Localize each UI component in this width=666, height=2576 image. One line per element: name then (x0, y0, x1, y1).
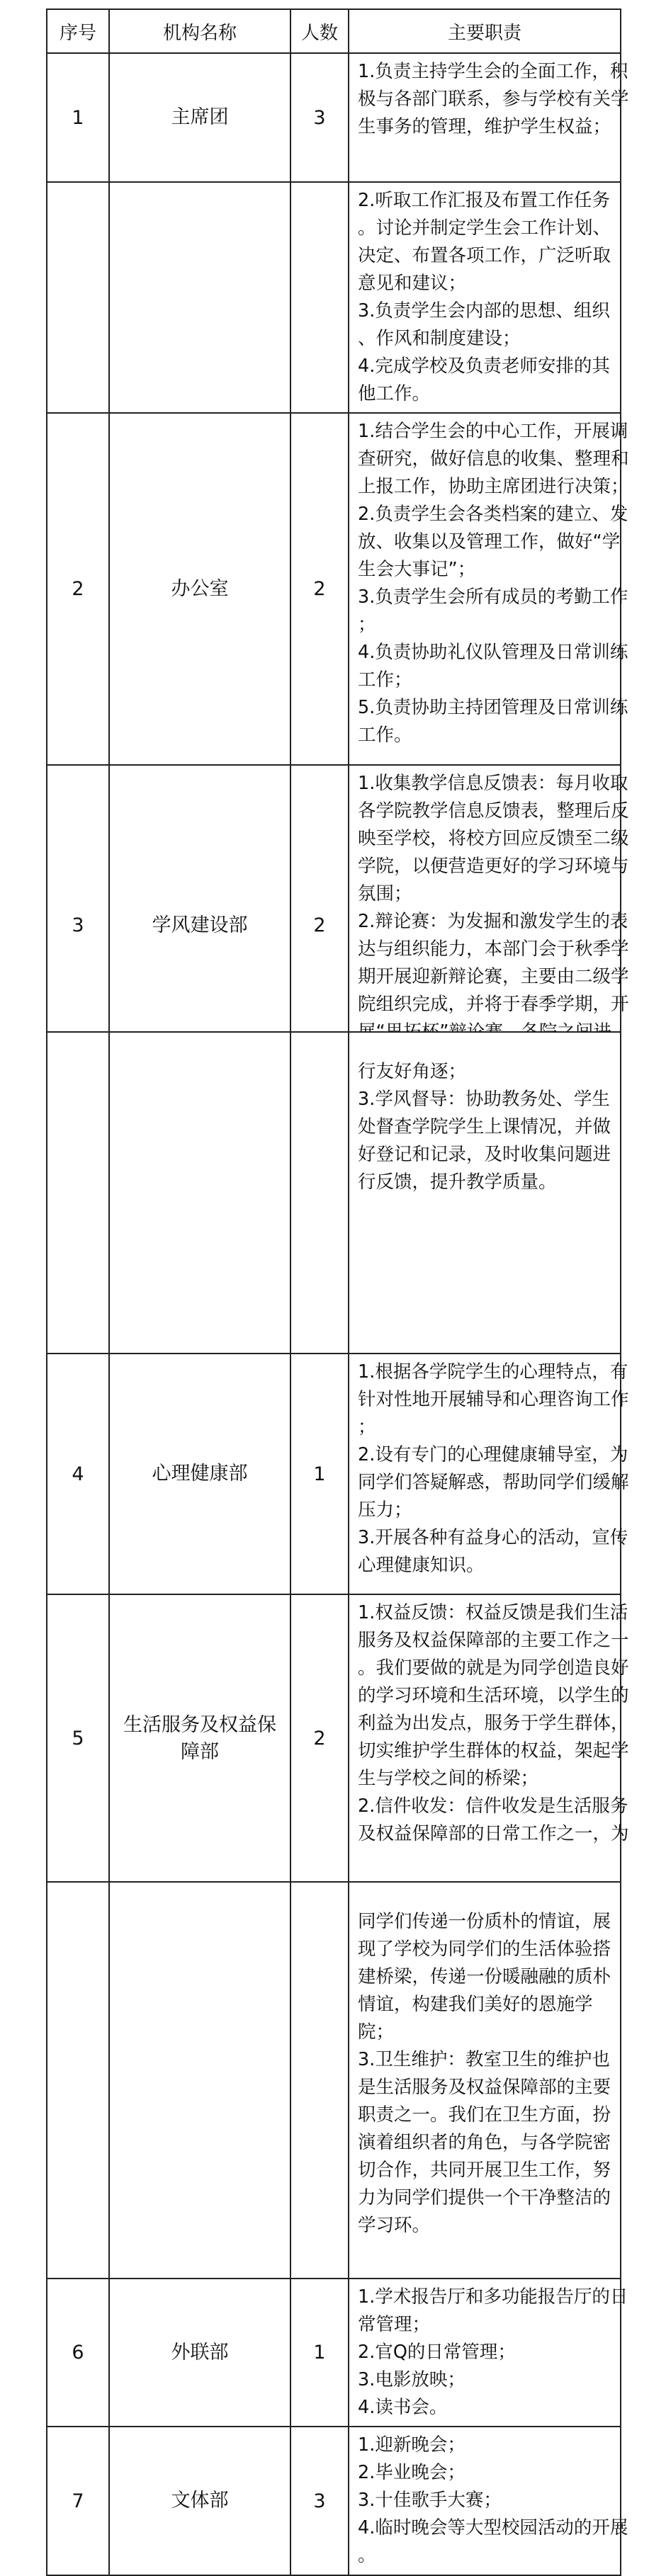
duties-cell (349, 2427, 628, 2575)
duty-line: 1.迎新晚会； (358, 2434, 465, 2456)
duty-line: 达与组织能力，本部门会于秋季学 (358, 938, 629, 960)
duty-line: 极与各部门联系，参与学校有关学 (358, 89, 629, 110)
row-number: 5 (47, 1594, 109, 1883)
table-row (47, 413, 621, 765)
duty-line: 4.负责协助礼仪队管理及日常训练 (358, 642, 628, 663)
duty-line: 是生活服务及权益保障部的主要 (358, 2077, 611, 2098)
duty-line: 生与学校之间的桥梁； (358, 1768, 539, 1789)
duty-table-page-2 (46, 1031, 629, 1883)
table-row (47, 1594, 621, 1883)
duty-line: 院； (358, 2021, 395, 2043)
duty-line: 2.负责学生会各类档案的建立、发 (358, 504, 628, 525)
duty-line: 服务及权益保障部的主要工作之一 (358, 1630, 629, 1651)
duty-line: ； (358, 614, 376, 635)
department-name: 心理健康部 (109, 1354, 290, 1594)
row-number: 1 (47, 53, 109, 182)
duty-line: 2.设有专门的心理健康辅导室，为 (358, 1444, 628, 1465)
department-name (109, 182, 290, 413)
duties-cell (349, 1354, 629, 1594)
duty-line: 现了学校为同学们的生活体验搭 (358, 1939, 611, 1960)
duty-line: 1.权益反馈：权益反馈是我们生活 (358, 1602, 628, 1623)
duty-line: 学习环。 (358, 2215, 431, 2236)
duty-line: 1.负责主持学生会的全面工作，积 (358, 61, 628, 82)
duty-line: 5.负责协助主持团管理及日常训练 (358, 697, 628, 718)
header-duties: 主要职责 (349, 9, 621, 53)
row-number: 3 (47, 765, 109, 1086)
duty-line: 期开展迎新辩论赛，主要由二级学 (358, 966, 629, 987)
duty-line: 映至学校，将校方回应反馈至二级 (358, 828, 629, 849)
duty-line: 压力； (358, 1499, 412, 1521)
duty-line: 1.结合学生会的中心工作，开展调 (358, 421, 628, 442)
duty-line: 生会大事记”； (358, 559, 476, 580)
member-count: 2 (290, 765, 349, 1086)
duties-cell (349, 2279, 628, 2427)
duty-line: 及权益保障部的日常工作之一，为 (358, 1823, 629, 1844)
row-number (47, 1882, 109, 2279)
member-count: 1 (290, 1354, 349, 1594)
duty-line: 的学习环境和生活环境，以学生的 (358, 1685, 629, 1706)
header-count: 人数 (290, 9, 349, 53)
member-count: 2 (290, 1594, 349, 1883)
duty-line: 2.信件收发：信件收发是生活服务 (358, 1795, 628, 1817)
member-count: 3 (290, 53, 349, 182)
duty-line: 利益为出发点，服务于学生群体， (358, 1713, 629, 1734)
table-row (47, 53, 621, 182)
row-number: 6 (47, 2279, 109, 2427)
table-row (47, 1882, 621, 2279)
department-name: 外联部 (109, 2279, 290, 2427)
table-row (47, 2279, 621, 2427)
duty-line: 建桥梁，传递一份暖融融的质朴 (358, 1966, 611, 1987)
duty-line: 切实维护学生群体的权益，架起学 (358, 1740, 629, 1761)
duties-cell (349, 1882, 621, 2279)
duty-line: 力为同学们提供一个干净整洁的 (358, 2187, 611, 2208)
duty-line: 4.读书会。 (358, 2397, 448, 2418)
duty-line: 2.听取工作汇报及布置工作任务 (358, 190, 610, 211)
member-count: 1 (290, 2279, 349, 2427)
duty-line: 心理健康知识。 (358, 1555, 485, 1576)
row-number: 7 (47, 2427, 109, 2575)
duty-line: 工作。 (358, 725, 412, 746)
header-name: 机构名称 (109, 9, 290, 53)
table-row (47, 1354, 621, 1594)
row-number (47, 182, 109, 413)
row-number: 2 (47, 413, 109, 765)
table-row (47, 1032, 621, 1354)
row-number: 4 (47, 1354, 109, 1594)
duty-line: 3.电影放映； (358, 2369, 465, 2390)
duty-line: 2.毕业晚会； (358, 2462, 465, 2483)
duty-line: 、作风和制度建设； (358, 328, 521, 349)
duty-line: 处督查学院学生上课情况，并做 (358, 1116, 611, 1137)
duty-line: 行友好角逐； (358, 1061, 467, 1082)
member-count (290, 182, 349, 413)
duties-cell (349, 182, 621, 413)
duty-line: 3.卫生维护：教室卫生的维护也 (358, 2049, 610, 2070)
duty-line: ； (358, 1417, 376, 1438)
department-name (109, 1882, 290, 2279)
duty-line: 查研究，做好信息的收集、整理和 (358, 448, 629, 470)
duty-line: 3.十佳歌手大赛； (358, 2490, 502, 2511)
duty-line: 工作； (358, 669, 412, 691)
member-count (290, 1032, 349, 1354)
duty-line: 院组织完成，并将于春季学期，开 (358, 994, 629, 1015)
table-header-row (47, 9, 621, 53)
duty-line: 切合作，共同开展卫生工作，努 (358, 2160, 611, 2181)
duty-line: 意见和建议； (358, 273, 467, 294)
duty-line: 好登记和记录，及时收集问题进 (358, 1144, 611, 1165)
duty-line: 生事务的管理，维护学生权益； (358, 116, 611, 137)
duties-cell (349, 53, 629, 182)
duty-line: 行反馈，提升教学质量。 (358, 1171, 557, 1193)
duty-table-page-3 (46, 1881, 628, 2576)
duty-line: 1.学术报告厅和多功能报告厅的日 (358, 2286, 628, 2308)
department-name (109, 1032, 290, 1354)
department-name: 办公室 (109, 413, 290, 765)
duty-line: 同学们答疑解惑，帮助同学们缓解 (358, 1472, 629, 1493)
duty-line: 2.官Q的日常管理； (358, 2342, 516, 2363)
duty-line: 学院，以便营造更好的学习环境与 (358, 856, 629, 877)
duty-table-page-1 (46, 8, 629, 1086)
duty-line: 3.开展各种有益身心的活动，宣传 (358, 1527, 628, 1548)
duty-line: 1.根据各学院学生的心理特点，有 (358, 1361, 628, 1383)
duty-line: 放、收集以及管理工作，做好“学 (358, 531, 621, 552)
duty-line: 针对性地开展辅导和心理咨询工作 (358, 1389, 629, 1410)
duty-line: 情谊，构建我们美好的恩施学 (358, 1994, 593, 2015)
table-row (47, 182, 621, 413)
department-name: 学风建设部 (109, 765, 290, 1086)
member-count: 3 (290, 2427, 349, 2575)
department-name: 主席团 (109, 53, 290, 182)
duties-cell (349, 413, 629, 765)
duty-line: 。我们要做的就是为同学创造良好 (358, 1657, 629, 1679)
member-count (290, 1882, 349, 2279)
duty-line: 。 (358, 2545, 376, 2566)
duty-line: 3.负责学生会内部的思想、组织 (358, 300, 610, 322)
member-count: 2 (290, 413, 349, 765)
duty-line: 3.负责学生会所有成员的考勤工作 (358, 586, 628, 608)
duty-line: 4.临时晚会等大型校园活动的开展 (358, 2517, 628, 2538)
duty-line: 3.学风督导：协助教务处、学生 (358, 1089, 610, 1110)
header-no: 序号 (47, 9, 109, 53)
duty-line: 常管理； (358, 2314, 431, 2335)
duty-line: 同学们传递一份质朴的情谊，展 (358, 1911, 611, 1932)
duty-line: 2.辩论赛：为发掘和激发学生的表 (358, 911, 628, 932)
duty-line: 演着组织者的角色，与各学院密 (358, 2132, 611, 2153)
row-number (47, 1032, 109, 1354)
duty-line: 4.完成学校及负责老师安排的其 (358, 356, 610, 377)
department-name: 生活服务及权益保障部 (109, 1594, 290, 1883)
duty-line: 氛围； (358, 883, 412, 904)
duty-line: 上报工作，协助主席团进行决策； (358, 476, 629, 497)
duties-cell (349, 1594, 629, 1883)
duty-line: 他工作。 (358, 383, 431, 404)
department-name: 文体部 (109, 2427, 290, 2575)
duty-line: 。讨论并制定学生会工作计划、 (358, 217, 611, 239)
duty-line: 各学院教学信息反馈表，整理后反 (358, 800, 629, 822)
duty-line: 职责之一。我们在卫生方面，扮 (358, 2104, 611, 2126)
duties-cell (349, 1032, 621, 1354)
duty-line: 决定、布置各项工作，广泛听取 (358, 245, 611, 266)
duty-line: 1.收集教学信息反馈表：每月收取 (358, 773, 628, 794)
table-row (47, 2427, 621, 2575)
